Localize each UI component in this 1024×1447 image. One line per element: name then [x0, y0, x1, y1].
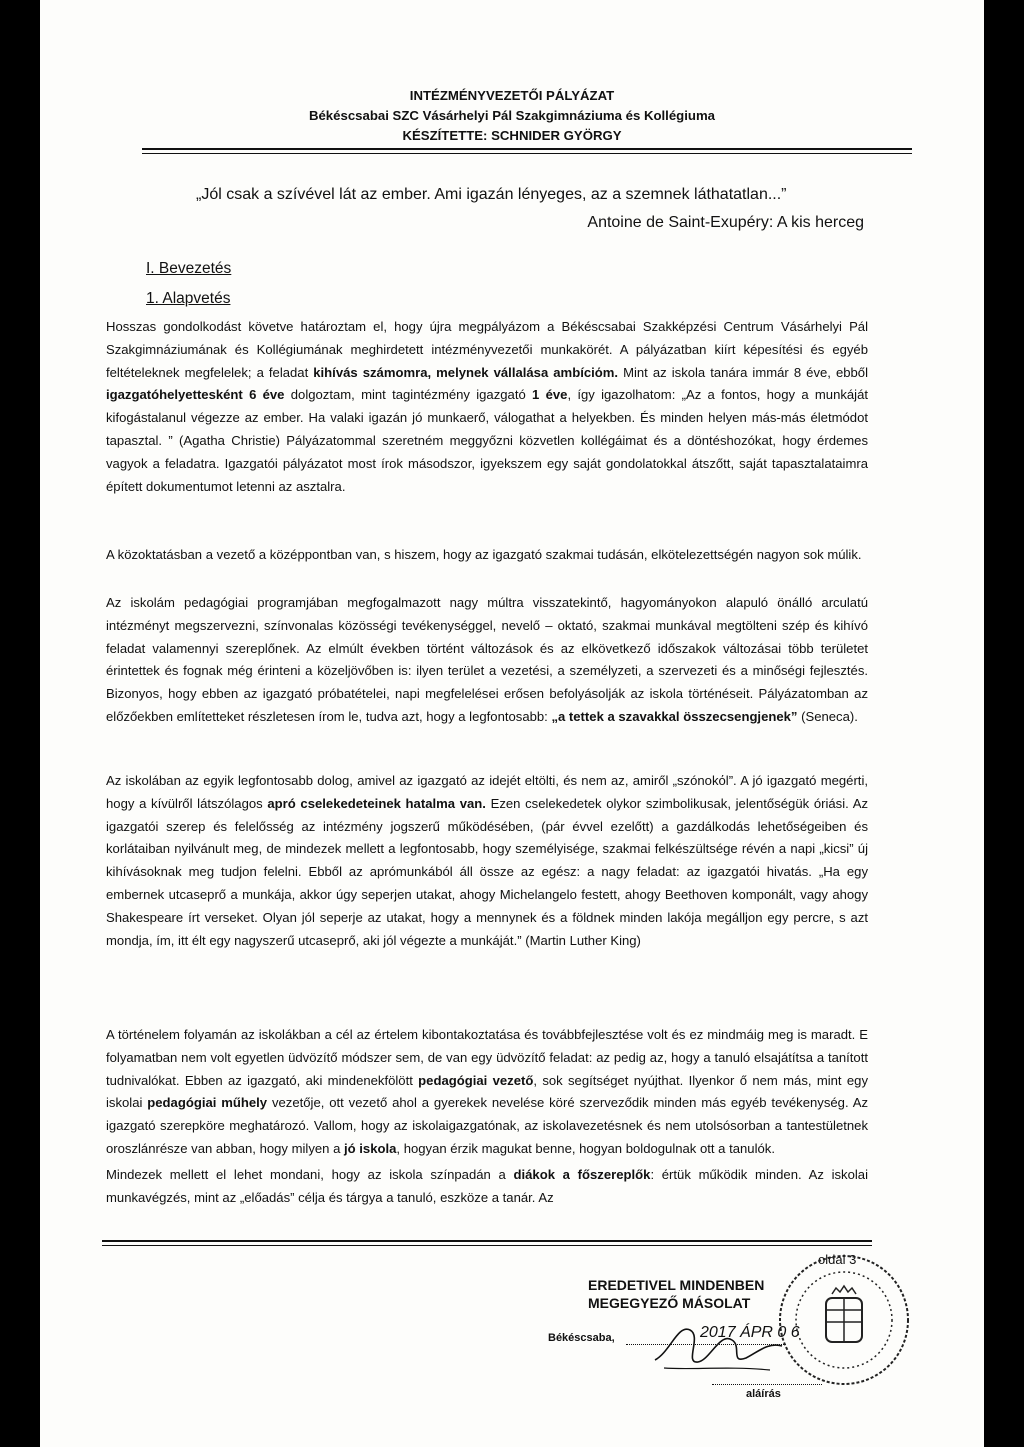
paragraph-3-bold: „a tettek a szavakkal összecsengjenek”: [551, 708, 798, 724]
signature-label: aláírás: [746, 1388, 781, 1400]
stamp-line-1: EREDETIVEL MINDENBEN: [588, 1277, 765, 1293]
paragraph-1-text-b: Mint az iskola tanára immár 8 éve, ebből: [618, 364, 868, 380]
paragraph-5-text-d: , hogyan érzik magukat benne, hogyan boldogulnak ott a tanulók.: [396, 1140, 775, 1156]
paragraph-1-bold-c: 1 éve: [532, 387, 568, 403]
paragraph-6: [106, 1164, 868, 1210]
paragraph-3-text-b: (Seneca).: [797, 708, 858, 724]
paragraph-6-text-b: : értük működik minden. Az iskolai munkavégzés, mint az „előadás” célja és tárgya a tanuló, eszköze a tanár. Az: [106, 1167, 868, 1205]
paragraph-1-text-d: , így igazolhatom: „Az a fontos, hogy a munkáját kifogástalanul végezze az ember. Ha valaki igazán jó munkaerő, válogathat a helyekben. És minden helyen más-más életmódot tapasztal. ” (Agatha Christie) Pályázatommal szeretném meggyőzni közvetlen kollégáimat és a döntéshozókat, hogy érdemes vagyok a feladatra. Igazgatói pályázatot most írok másodszor, igyekszem egy saját gondolatokkal átszőtt, saját tapasztalataimra épített dokumentumot letenni az asztalra.: [106, 387, 869, 494]
paragraph-4-text-b: Ezen cselekedetek olykor szimbolikusak, jelentőségük óriási. Az igazgatói szerep és felelősség az intézmény jogszerű működésében, (pár évvel ezelőtt) a gazdálkodás lehetőségeiben és korlátaiban nyilvánult meg, de mindezek mellett a legfontosabb, hogy személyisége, szakmai felkészültsége révén a napi „kicsi” új kihívásoknak meg tudjon felelni. Ebből az aprómunkából áll össze az egész: a nagy feladat: az igazgatói hivatás. „Ha egy embernek utcaseprő a munkája, akkor úgy seperjen utakat, ahogy Michelangelo festett, ahogy Beethoven komponált, vagy ahogy Shakespeare írt verseket. Olyan jól seperje az utakat, hogy a mennynek és a földnek minden lakója megálljon egy percre, s azt mondja, ím, itt élt egy nagyszerű utcaseprő, aki jól végezte a munkáját.” (Martin Luther King): [106, 795, 868, 948]
paragraph-5-bold-b: pedagógiai műhely: [147, 1095, 268, 1111]
footer-rule: [102, 1240, 872, 1242]
paragraph-5: [106, 1024, 868, 1161]
header-rule: [142, 148, 912, 150]
header-rule-thin: [142, 153, 912, 154]
epigraph-source: Antoine de Saint-Exupéry: A kis herceg: [587, 214, 864, 231]
paragraph-4: [106, 770, 868, 952]
paragraph-6-text-a: Mindezek mellett el lehet mondani, hogy az iskola színpadán a: [106, 1167, 514, 1182]
paragraph-5-text-a: A történelem folyamán az iskolákban a cél az értelem kibontakoztatása és továbbfejlesztése volt és ez mindmáig meg is maradt. E folyamatban nem volt egyetlen üdvözítő módszer sem, de van egy üdvözítő feladat: az pedig az, hogy a tanuló elsajátítsa a tanított tudnivalókat. Ebben az igazgató, aki mindenekfölött: [106, 1027, 868, 1088]
paragraph-1-bold-b: igazgatóhelyettesként 6 éve: [106, 387, 285, 403]
stamp-place: Békéscsaba,: [548, 1332, 615, 1344]
paragraph-6-bold: diákok a főszereplők: [513, 1167, 651, 1182]
document-title: INTÉZMÉNYVEZETŐI PÁLYÁZAT: [409, 88, 615, 103]
paragraph-4-bold: apró cselekedeteinek hatalma van.: [267, 795, 486, 811]
paragraph-4-text-a: Az iskolában az egyik legfontosabb dolog, amivel az igazgató az idejét eltölti, és nem az, amiről „szónokόl”. A jó igazgató megérti, hogy a kívülről látszólagos: [106, 773, 868, 811]
paragraph-3: [106, 592, 868, 729]
paragraph-5-bold-c: jó iskola: [344, 1140, 397, 1156]
stamp-line-2: MEGEGYEZŐ MÁSOLAT: [588, 1295, 751, 1311]
round-seal-icon: [774, 1250, 914, 1390]
footer-rule-thin: [102, 1245, 872, 1246]
chapter-heading: [146, 260, 231, 278]
paragraph-1: [106, 316, 868, 498]
epigraph-quote: „Jól csak a szívével lát az ember. Ami igazán lényeges, az a szemnek láthatatlan...”: [196, 186, 787, 203]
subsection-heading: [146, 290, 230, 308]
paragraph-5-text-b: , sok segítséget nyújthat. Ilyenkor ő nem más, mint egy iskolai: [106, 1072, 868, 1111]
chapter-heading-text: I. Bevezetés: [146, 260, 232, 277]
subsection-heading-text: 1. Alapvetés: [146, 290, 231, 307]
paragraph-5-bold-a: pedagógiai vezető: [418, 1072, 534, 1088]
paragraph-1-text-c: dolgoztam, mint tagintézmény igazgató: [284, 387, 533, 403]
paragraph-1-bold-a: kihívás számomra, melynek vállalása ambíciόm.: [313, 364, 619, 380]
page-number: oldal 3: [818, 1252, 857, 1267]
school-name: Békéscsabai SZC Vásárhelyi Pál Szakgimnáziuma és Kollégiuma: [308, 108, 716, 123]
signature-scribble: [650, 1312, 790, 1376]
author-line: KÉSZÍTETTE: SCHNIDER GYÖRGY: [402, 128, 622, 143]
paragraph-3-text-a: Az iskolám pedagógiai programjában megfogalmazott nagy múltra visszatekintő, hagyományokon alapuló önálló arculatú intézményt megszervezni, színvonalas közösségi tevékenységgel, nevelő – oktató, szakmai munkával megtölteni szép és kihívó feladat valamennyi szereplőnek. Az elmúlt években történt változások és az elkövetkező időszakok változásai több területet érintettek és fognak még érinteni a közeljövőben is: ilyen terület a vezetési, a személyzeti, a szervezeti és a minőségi fejlesztés. Bizonyos, hogy ebben az igazgató próbatételei, napi megfelelései erősen befolyásolják az iskola történéseit. Pályázatomban az előzőekben említetteket részletesen írom le, tudva azt, hogy a legfontosabb:: [106, 595, 868, 724]
stamp-date: 2017 ÁPR 0 6: [700, 1324, 800, 1341]
paragraph-2: A közoktatásban a vezető a középpontban van, s hiszem, hogy az igazgató szakmai tudásán, elkötelezettségén nagyon sok múlik.: [106, 547, 862, 562]
paragraph-5-text-c: vezetője, ott vezető ahol a gyerekek nevelése köré szerveződik minden más egyéb tevékenység. Az igazgató szerepköre meghatározó. Vallom, hogy az iskolaigazgatónak, az iskolavezetésnek és nem utolsósorban a tantestületnek oroszlánrésze van abban, hogy milyen a: [106, 1095, 869, 1156]
paragraph-1-text-a: Hosszas gondolkodást követve határoztam el, hogy újra megpályázom a Békéscsabai Szakképzési Centrum Vásárhelyi Pál Szakgimnáziumának és Kollégiumának meghirdetett intézményvezetői munkakörét. A pályázatban kiírt képesítési és egyéb feltételeknek megfelelek; a feladat: [106, 319, 868, 380]
